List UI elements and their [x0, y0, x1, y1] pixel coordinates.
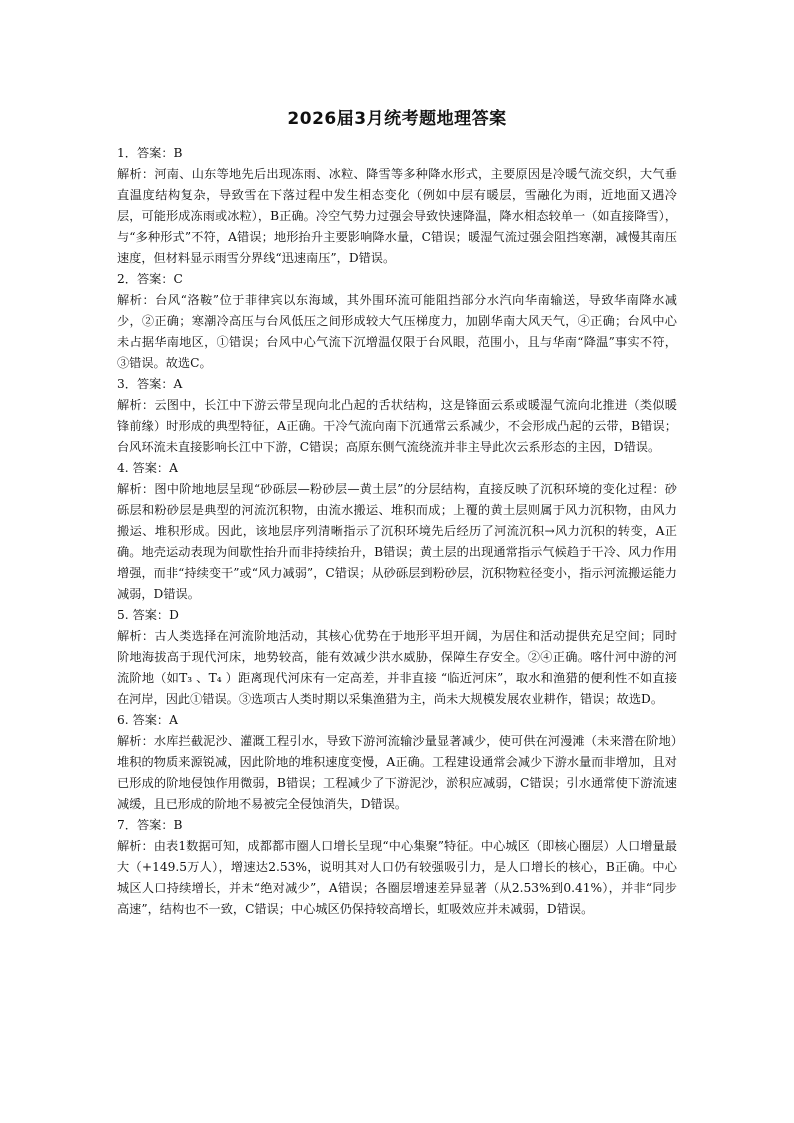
- explanation-text: 解析：台风“洛鞍”位于菲律宾以东海域，其外围环流可能阻挡部分水汽向华南输送，导致华南降水减少，②正确；寒潮冷高压与台风低压之间形成较大气压梯度力，加剧华南大风天气，④正确；台风中心未占据华南地区，①错误；台风中心气流下沉增温仅限于台风眼，范围小，且与华南“降温”事实不符，③错误。故选C。: [117, 293, 677, 370]
- question-1: [117, 143, 677, 269]
- question-6: [117, 710, 677, 815]
- answer-line: 3．答案：A: [117, 377, 183, 391]
- explanation-text: 解析：云图中，长江中下游云带呈现向北凸起的舌状结构，这是锋面云系或暖湿气流向北推进（类似暖锋前缘）时形成的典型特征，A正确。干冷气流向南下沉通常云系减少，不会形成凸起的云带，B错误；台风环流未直接影响长江中下游，C错误；高原东侧气流绕流并非主导此次云系形态的主因，D错误。: [117, 398, 677, 454]
- answer-line: 4. 答案：A: [117, 461, 178, 475]
- page-title: 2026届3月统考题地理答案: [287, 109, 507, 129]
- answer-document: [117, 104, 677, 920]
- explanation-text: 解析：河南、山东等地先后出现冻雨、冰粒、降雪等多种降水形式，主要原因是冷暖气流交织，大气垂直温度结构复杂，导致雪在下落过程中发生相态变化（例如中层有暖层，雪融化为雨，近地面又遇冷层，可能形成冻雨或冰粒），B正确。冷空气势力过强会导致快速降温，降水相态较单一（如直接降雪），与“多种形式”不符，A错误；地形抬升主要影响降水量，C错误；暖湿气流过强会阻挡寒潮，减慢其南压速度，但材料显示雨雪分界线“迅速南压”，D错误。: [117, 167, 677, 265]
- question-4: [117, 458, 677, 605]
- explanation-text: 解析：由表1数据可知，成都都市圈人口增长呈现“中心集聚”特征。中心城区（即核心圈层）人口增量最大（+149.5万人），增速达2.53%，说明其对人口仍有较强吸引力，是人口增长的核心，B正确。中心城区人口持续增长，并未“绝对减少”，A错误；各圈层增速差异显著（从2.53%到0.41%），并非“同步高速”，结构也不一致，C错误；中心城区仍保持较高增长，虹吸效应并未减弱，D错误。: [117, 839, 677, 916]
- answer-line: 7．答案：B: [117, 818, 183, 832]
- answer-line: 6. 答案：A: [117, 713, 178, 727]
- question-5: [117, 605, 677, 710]
- explanation-text: 解析：图中阶地地层呈现“砂砾层—粉砂层—黄土层”的分层结构，直接反映了沉积环境的变化过程：砂砾层和粉砂层是典型的河流沉积物，由流水搬运、堆积而成；上覆的黄土层则属于风力沉积物，由风力搬运、堆积形成。因此，该地层序列清晰指示了沉积环境先后经历了河流沉积→风力沉积的转变，A正确。地壳运动表现为间歇性抬升而非持续抬升，B错误；黄土层的出现通常指示气候趋于干冷、风力作用增强，而非“持续变干”或“风力减弱”，C错误；从砂砾层到粉砂层，沉积物粒径变小，指示河流搬运能力减弱，D错误。: [117, 482, 677, 601]
- answer-line: 5. 答案：D: [117, 608, 179, 622]
- explanation-text: 解析：水库拦截泥沙、灌溉工程引水，导致下游河流输沙量显著减少，使可供在河漫滩（未来潜在阶地）堆积的物质来源锐减，因此阶地的堆积速度变慢，A正确。工程建设通常会减少下游水量而非增加，且对已形成的阶地侵蚀作用微弱，B错误；工程减少了下游泥沙，淤积应减弱，C错误；引水通常使下游流速减缓，且已形成的阶地不易被完全侵蚀消失，D错误。: [117, 734, 677, 811]
- question-2: [117, 269, 677, 374]
- answer-line: 1．答案：B: [117, 146, 183, 160]
- question-3: [117, 374, 677, 458]
- explanation-text: 解析：古人类选择在河流阶地活动，其核心优势在于地形平坦开阔，为居住和活动提供充足空间；同时阶地海拔高于现代河床，地势较高，能有效减少洪水威胁，保障生存安全。②④正确。喀什河中游的河流阶地（如T₃ 、T₄ ）距离现代河床有一定高差，并非直接 “临近河床”，取水和渔猎的便利性不如直接在河岸，因此①错误。③选项古人类时期以采集渔猎为主，尚未大规模发展农业耕作，错误；故选D。: [117, 629, 677, 706]
- answer-line: 2．答案：C: [117, 272, 183, 286]
- question-7: [117, 815, 677, 920]
